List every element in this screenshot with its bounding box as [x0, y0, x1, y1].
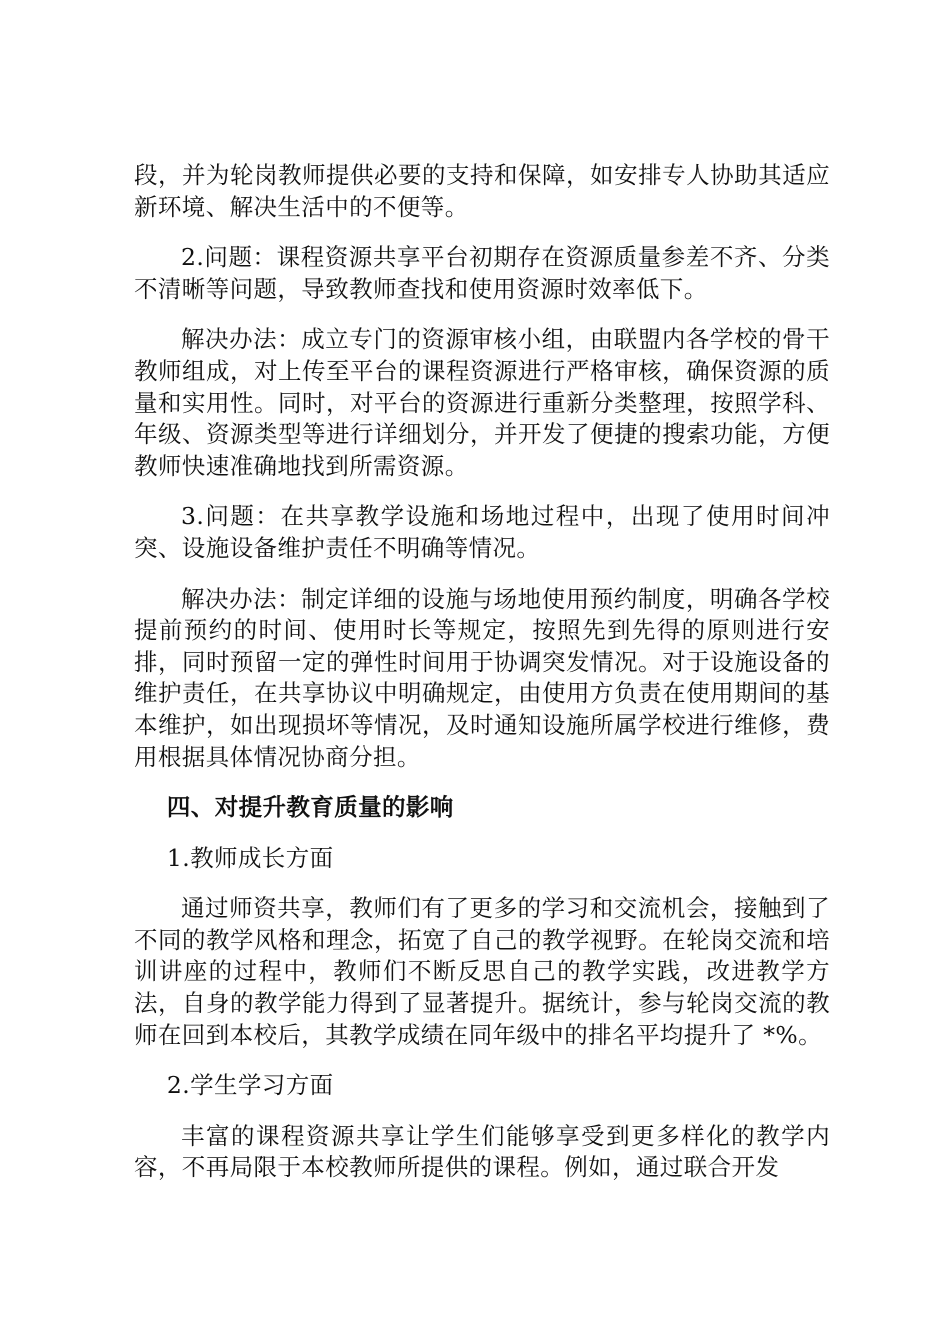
solution-3-paragraph: 解决办法：制定详细的设施与场地使用预约制度，明确各学校提前预约的时间、使用时长等规定，按照先到先得的原则进行安排，同时预留一定的弹性时间用于协调突发情况。对于设施设备的维护责任，在共享协议中明确规定，由使用方负责在使用期间的基本维护，如出现损坏等情况，及时通知设施所属学校进行维修，费用根据具体情况协商分担。	[134, 584, 830, 771]
document-body	[134, 160, 830, 1203]
solution-2-paragraph: 解决办法：成立专门的资源审核小组，由联盟内各学校的骨干教师组成，对上传至平台的课程资源进行严格审核，确保资源的质量和实用性。同时，对平台的资源进行重新分类整理，按照学科、年级、资源类型等进行详细划分，并开发了便捷的搜索功能，方便教师快速准确地找到所需资源。	[134, 325, 830, 480]
section-heading: 四、对提升教育质量的影响	[166, 793, 454, 822]
problem-2-paragraph: 2.问题：课程资源共享平台初期存在资源质量参差不齐、分类不清晰等问题，导致教师查找和使用资源时效率低下。	[134, 243, 830, 303]
subsection-heading-student-learning: 2.学生学习方面	[166, 1071, 334, 1100]
problem-3-paragraph: 3.问题：在共享教学设施和场地过程中，出现了使用时间冲突、设施设备维护责任不明确等情况。	[134, 502, 830, 562]
student-learning-paragraph: 丰富的课程资源共享让学生们能够享受到更多样化的教学内容，不再局限于本校教师所提供的课程。例如，通过联合开发	[134, 1121, 830, 1182]
paragraph: 段，并为轮岗教师提供必要的支持和保障，如安排专人协助其适应新环境、解决生活中的不便等。	[134, 161, 830, 221]
teacher-growth-paragraph: 通过师资共享，教师们有了更多的学习和交流机会，接触到了不同的教学风格和理念，拓宽了自己的教学视野。在轮岗交流和培训讲座的过程中，教师们不断反思自己的教学实践，改进教学方法，自身的教学能力得到了显著提升。据统计，参与轮岗交流的教师在回到本校后，其教学成绩在同年级中的排名平均提升了 *%。	[134, 894, 830, 1049]
subsection-heading-teacher-growth: 1.教师成长方面	[166, 843, 334, 872]
